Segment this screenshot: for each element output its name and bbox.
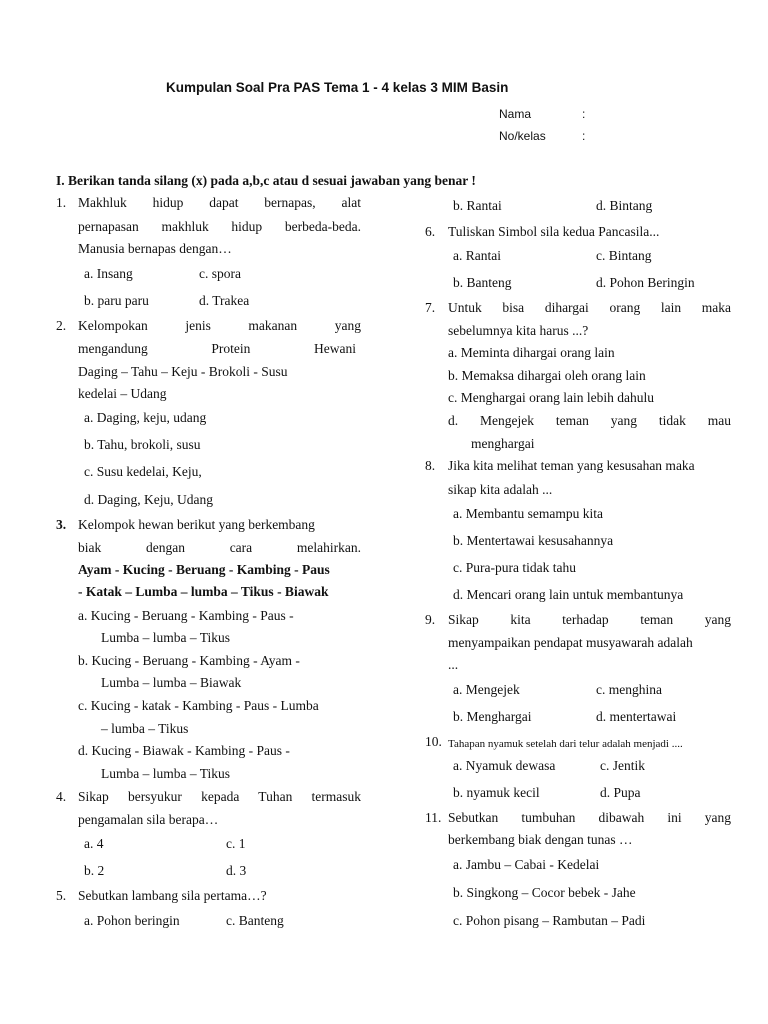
q10-line1: Tahapan nyamuk setelah dari telur adalah menjadi .... — [448, 738, 683, 750]
q5-option-b: b. Rantai — [453, 198, 502, 213]
q2-number: 2. — [56, 318, 67, 333]
q6-option-b: b. Banteng — [453, 275, 512, 290]
q1-option-c: c. spora — [199, 266, 241, 281]
q7-line2: sebelumnya kita harus ...? — [448, 323, 589, 338]
q11-line1: Sebutkan tumbuhan dibawah ini yang — [448, 810, 731, 825]
q2-line2: mengandung Protein Hewani — [78, 341, 356, 356]
q7-number: 7. — [425, 300, 436, 315]
q3-option-a-line1: a. Kucing - Beruang - Kambing - Paus - — [78, 608, 294, 623]
q3-option-b-line1: b. Kucing - Beruang - Kambing - Ayam - — [78, 653, 300, 668]
q7-option-a: a. Meminta dihargai orang lain — [448, 345, 615, 360]
q5-option-a: a. Pohon beringin — [84, 913, 180, 928]
q7-option-b: b. Memaksa dihargai oleh orang lain — [448, 368, 646, 383]
q1-line2: pernapasan makhluk hidup berbeda-beda. — [78, 219, 361, 234]
q9-option-c: c. menghina — [596, 682, 662, 697]
q10-option-b: b. nyamuk kecil — [453, 785, 540, 800]
nama-colon: : — [582, 107, 586, 121]
nama-label: Nama — [499, 107, 532, 121]
q8-line1: Jika kita melihat teman yang kesusahan maka — [448, 458, 695, 473]
q8-number: 8. — [425, 458, 436, 473]
q8-line2: sikap kita adalah ... — [448, 482, 553, 497]
q7-line1: Untuk bisa dihargai orang lain maka — [448, 300, 731, 315]
q7-option-d-line2: menghargai — [471, 436, 535, 451]
q1-option-d: d. Trakea — [199, 293, 250, 308]
q7-option-d-line1: d. Mengejek teman yang tidak mau — [448, 413, 731, 428]
q2-option-c: c. Susu kedelai, Keju, — [84, 464, 202, 479]
q4-option-b: b. 2 — [84, 863, 105, 878]
q3-option-d-line1: d. Kucing - Biawak - Kambing - Paus - — [78, 743, 290, 758]
q4-option-a: a. 4 — [84, 836, 104, 851]
q3-option-c-line2: – lumba – Tikus — [101, 721, 189, 736]
kelas-label: No/kelas — [499, 129, 546, 143]
q3-option-a-line2: Lumba – lumba – Tikus — [101, 630, 231, 645]
q11-option-a: a. Jambu – Cabai - Kedelai — [453, 857, 600, 872]
q3-line4: - Katak – Lumba – lumba – Tikus - Biawak — [78, 584, 329, 599]
q9-option-a: a. Mengejek — [453, 682, 520, 697]
instruction: I. Berikan tanda silang (x) pada a,b,c atau d sesuai jawaban yang benar ! — [56, 173, 476, 188]
q2-option-d: d. Daging, Keju, Udang — [84, 492, 213, 507]
q11-option-c: c. Pohon pisang – Rambutan – Padi — [453, 913, 646, 928]
q3-line3: Ayam - Kucing - Beruang - Kambing - Paus — [78, 562, 330, 577]
q9-line2: menyampaikan pendapat musyawarah adalah — [448, 635, 693, 650]
q2-line3: Daging – Tahu – Keju - Brokoli - Susu — [78, 364, 288, 379]
q9-line3: ... — [448, 657, 459, 672]
q3-line2: biak dengan cara melahirkan. — [78, 540, 361, 555]
kelas-colon: : — [582, 129, 586, 143]
q6-option-a: a. Rantai — [453, 248, 501, 263]
q9-option-d: d. mentertawai — [596, 709, 677, 724]
q3-option-b-line2: Lumba – lumba – Biawak — [101, 675, 242, 690]
q6-number: 6. — [425, 224, 436, 239]
q1-number: 1. — [56, 195, 67, 210]
q2-option-b: b. Tahu, brokoli, susu — [84, 437, 201, 452]
q9-number: 9. — [425, 612, 436, 627]
q4-number: 4. — [56, 789, 67, 804]
q6-option-c: c. Bintang — [596, 248, 652, 263]
q3-number: 3. — [56, 517, 67, 532]
q5-line1: Sebutkan lambang sila pertama…? — [78, 888, 267, 903]
q5-number: 5. — [56, 888, 67, 903]
q10-option-c: c. Jentik — [600, 758, 645, 773]
q10-number: 10. — [425, 734, 442, 749]
q8-option-b: b. Mentertawai kesusahannya — [453, 533, 614, 548]
q9-option-b: b. Menghargai — [453, 709, 532, 724]
page-title: Kumpulan Soal Pra PAS Tema 1 - 4 kelas 3 MIM Basin — [166, 80, 509, 95]
q3-option-d-line2: Lumba – lumba – Tikus — [101, 766, 231, 781]
q8-option-a: a. Membantu semampu kita — [453, 506, 603, 521]
q8-option-d: d. Mencari orang lain untuk membantunya — [453, 587, 684, 602]
q3-option-c-line1: c. Kucing - katak - Kambing - Paus - Lumba — [78, 698, 319, 713]
q1-option-a: a. Insang — [84, 266, 133, 281]
q11-option-b: b. Singkong – Cocor bebek - Jahe — [453, 885, 636, 900]
q1-option-b: b. paru paru — [84, 293, 149, 308]
q5-option-c: c. Banteng — [226, 913, 284, 928]
q1-line1: Makhluk hidup dapat bernapas, alat — [78, 195, 361, 210]
q5-option-d: d. Bintang — [596, 198, 653, 213]
q11-number: 11. — [425, 810, 442, 825]
q1-line3: Manusia bernapas dengan… — [78, 241, 232, 256]
q3-line1: Kelompok hewan berikut yang berkembang — [78, 517, 315, 532]
q6-option-d: d. Pohon Beringin — [596, 275, 695, 290]
q2-line4: kedelai – Udang — [78, 386, 167, 401]
q7-option-c: c. Menghargai orang lain lebih dahulu — [448, 390, 654, 405]
q10-option-a: a. Nyamuk dewasa — [453, 758, 556, 773]
q11-line2: berkembang biak dengan tunas … — [448, 832, 633, 847]
q2-line1: Kelompokan jenis makanan yang — [78, 318, 361, 333]
q8-option-c: c. Pura-pura tidak tahu — [453, 560, 576, 575]
q4-option-c: c. 1 — [226, 836, 246, 851]
q2-option-a: a. Daging, keju, udang — [84, 410, 207, 425]
q6-line1: Tuliskan Simbol sila kedua Pancasila... — [448, 224, 660, 239]
q4-option-d: d. 3 — [226, 863, 247, 878]
q10-option-d: d. Pupa — [600, 785, 641, 800]
q9-line1: Sikap kita terhadap teman yang — [448, 612, 731, 627]
q4-line1: Sikap bersyukur kepada Tuhan termasuk — [78, 789, 361, 804]
q4-line2: pengamalan sila berapa… — [78, 812, 219, 827]
